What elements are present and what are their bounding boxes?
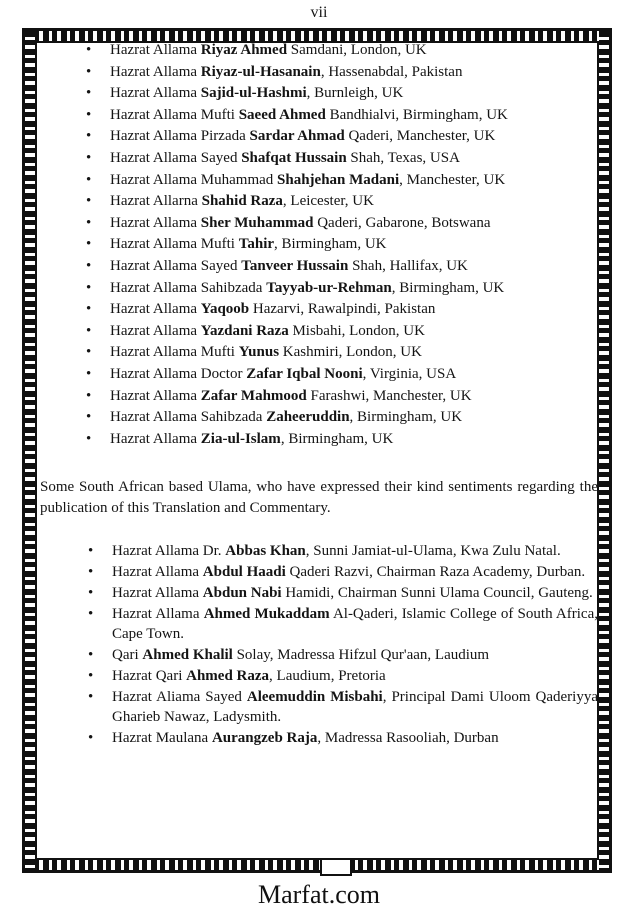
item-name: Yunus [238, 344, 280, 361]
item-suffix: Misbahi, London, UK [288, 322, 425, 339]
item-suffix: Samdani, London, UK [287, 42, 427, 58]
border-ornament-bottom [25, 860, 609, 870]
item-prefix: Hazrat Allama [110, 85, 201, 102]
item-prefix: Hazrat Allama [112, 585, 203, 602]
list-item [40, 604, 598, 644]
item-prefix: Hazrat Allama Doctor [110, 365, 247, 382]
list-item [40, 541, 598, 561]
item-prefix: Hazrat Allama Pirzada [110, 128, 250, 145]
page-number: vii [310, 4, 328, 21]
item-name: Yazdani Raza [200, 322, 289, 339]
item-name: Tanveer Hussain [241, 257, 349, 274]
list-item [40, 40, 598, 62]
item-suffix: Hamidi, Chairman Sunni Ulama Council, Gauteng. [281, 585, 593, 602]
item-suffix: Farashwi, Manchester, UK [306, 387, 472, 404]
border-ornament-right [599, 31, 609, 870]
item-name: Tayyab-ur-Rehman [266, 279, 392, 296]
item-suffix: , Principal Dami Uloom Qaderiyya Gharieb Nawaz, Ladysmith. [112, 689, 598, 726]
item-name: Sardar Ahmad [249, 128, 345, 145]
item-name: Aleemuddin Misbahi [246, 689, 383, 706]
item-suffix: , Birmingham, UK [280, 430, 394, 447]
item-name: Saeed Ahmed [238, 106, 326, 123]
item-name: Ahmed Mukaddam [203, 606, 330, 623]
list-item [40, 583, 598, 603]
item-prefix: Hazrat Maulana [112, 730, 212, 747]
list-item [40, 234, 598, 256]
item-suffix: Bandhialvi, Birmingham, UK [325, 106, 508, 123]
item-suffix: Solay, Madressa Hifzul Qur'aan, Laudium [232, 647, 490, 664]
item-prefix: Hazrat Allama Mufti [110, 236, 239, 253]
list-item [40, 342, 598, 364]
item-prefix: Hazrat Allama Muhammad [110, 171, 278, 188]
item-prefix: Hazrat Allama [110, 214, 201, 231]
item-name: Shahid Raza [201, 193, 283, 210]
item-prefix: Hazrat Qari [112, 668, 187, 685]
item-name: Abdul Haadi [202, 564, 286, 581]
list-item [40, 191, 598, 213]
item-suffix: Kashmiri, London, UK [279, 344, 422, 361]
item-prefix: Hazrat Allama Sayed [110, 257, 242, 274]
item-name: Shahjehan Madani [277, 171, 400, 188]
item-suffix: , Madressa Rasooliah, Durban [317, 730, 499, 747]
item-suffix: , Birmingham, UK [391, 279, 505, 296]
list-item [40, 364, 598, 386]
item-suffix: , Leicester, UK [282, 193, 374, 210]
list-item [40, 386, 598, 408]
list-item [40, 213, 598, 235]
item-prefix: Qari [112, 647, 143, 664]
item-suffix: , Hassenabdal, Pakistan [320, 63, 463, 80]
item-name: Ahmed Khalil [142, 647, 233, 664]
list-item [40, 148, 598, 170]
item-prefix: Hazrat Allama [110, 63, 201, 80]
item-name: Abdun Nabi [202, 585, 282, 602]
item-prefix: Hazrat Allarna [110, 193, 202, 210]
item-name: Abbas Khan [225, 543, 306, 560]
item-prefix: Hazrat Allama [110, 301, 201, 318]
item-name: Sajid-ul-Hashmi [200, 85, 307, 102]
item-suffix: , Sunni Jamiat-ul-Ulama, Kwa Zulu Natal. [305, 543, 561, 560]
item-prefix: Hazrat Allama Sahibzada [110, 409, 267, 426]
border-bottom-tab [320, 858, 352, 876]
item-suffix: Shah, Hallifax, UK [348, 257, 468, 274]
list-item [40, 321, 598, 343]
item-suffix: , Birmingham, UK [349, 409, 463, 426]
list-item [40, 170, 598, 192]
item-name: Yaqoob [200, 301, 250, 318]
item-prefix: Hazrat Allama Mufti [110, 106, 239, 123]
uk-ulama-list [40, 40, 598, 450]
south-african-ulama-list [40, 541, 598, 748]
list-item [40, 299, 598, 321]
list-item [40, 666, 598, 686]
list-item [40, 645, 598, 665]
item-name: Aurangzeb Raja [211, 730, 318, 747]
item-suffix: , Birmingham, UK [274, 236, 387, 253]
list-item [40, 105, 598, 127]
list-item [40, 278, 598, 300]
item-suffix: Hazarvi, Rawalpindi, Pakistan [249, 301, 436, 318]
border-ornament-left [25, 31, 35, 870]
item-name: Tahir [238, 236, 275, 253]
item-name: Zafar Mahmood [200, 387, 307, 404]
item-name: Ahmed Raza [186, 668, 270, 685]
item-prefix: Hazrat Allama Sayed [110, 149, 242, 166]
list-item [40, 407, 598, 429]
item-suffix: Shah, Texas, USA [346, 149, 460, 166]
item-name: Zafar Iqbal Nooni [246, 365, 363, 382]
item-prefix: Hazrat Allama [110, 42, 201, 58]
item-prefix: Hazrat Allama Mufti [110, 344, 239, 361]
item-suffix: , Virginia, USA [362, 365, 457, 382]
item-prefix: Hazrat Allama [112, 606, 204, 623]
item-prefix: Hazrat Allama Dr. [112, 543, 226, 560]
item-suffix: Qaderi Razvi, Chairman Raza Academy, Durban. [285, 564, 586, 581]
item-suffix: , Laudium, Pretoria [269, 668, 386, 685]
item-name: Zia-ul-Islam [200, 430, 281, 447]
page-content [40, 40, 598, 749]
item-name: Sher Muhammad [200, 214, 314, 231]
list-item [40, 429, 598, 451]
item-suffix: Qaderi, Gabarone, Botswana [313, 214, 491, 231]
list-item [40, 126, 598, 148]
item-name: Shafqat Hussain [241, 149, 347, 166]
footer-watermark: Marfat.com [257, 880, 380, 909]
item-suffix: , Burnleigh, UK [306, 85, 404, 102]
item-prefix: Hazrat Allama [112, 564, 203, 581]
list-item [40, 687, 598, 727]
item-prefix: Hazrat Allama [110, 430, 201, 447]
item-suffix: Qaderi, Manchester, UK [344, 128, 496, 145]
item-prefix: Hazrat Allama [110, 322, 201, 339]
item-prefix: Hazrat Aliama Sayed [112, 689, 247, 706]
list-item [40, 83, 598, 105]
intro-paragraph: Some South African based Ulama, who have expressed their kind sentiments regarding the publication of this Translation and Commentary. [40, 479, 598, 517]
item-suffix: Al-Qaderi, Islamic College of South Africa, Cape Town. [112, 606, 598, 643]
item-prefix: Hazrat Allama [110, 387, 201, 404]
item-name: Riyaz-ul-Hasanain [200, 63, 321, 80]
list-item [40, 62, 598, 84]
list-item [40, 728, 598, 748]
item-name: Riyaz Ahmed [200, 42, 288, 58]
item-prefix: Hazrat Allama Sahibzada [110, 279, 267, 296]
item-suffix: , Manchester, UK [399, 171, 506, 188]
item-name: Zaheeruddin [266, 409, 350, 426]
list-item [40, 256, 598, 278]
list-item [40, 562, 598, 582]
